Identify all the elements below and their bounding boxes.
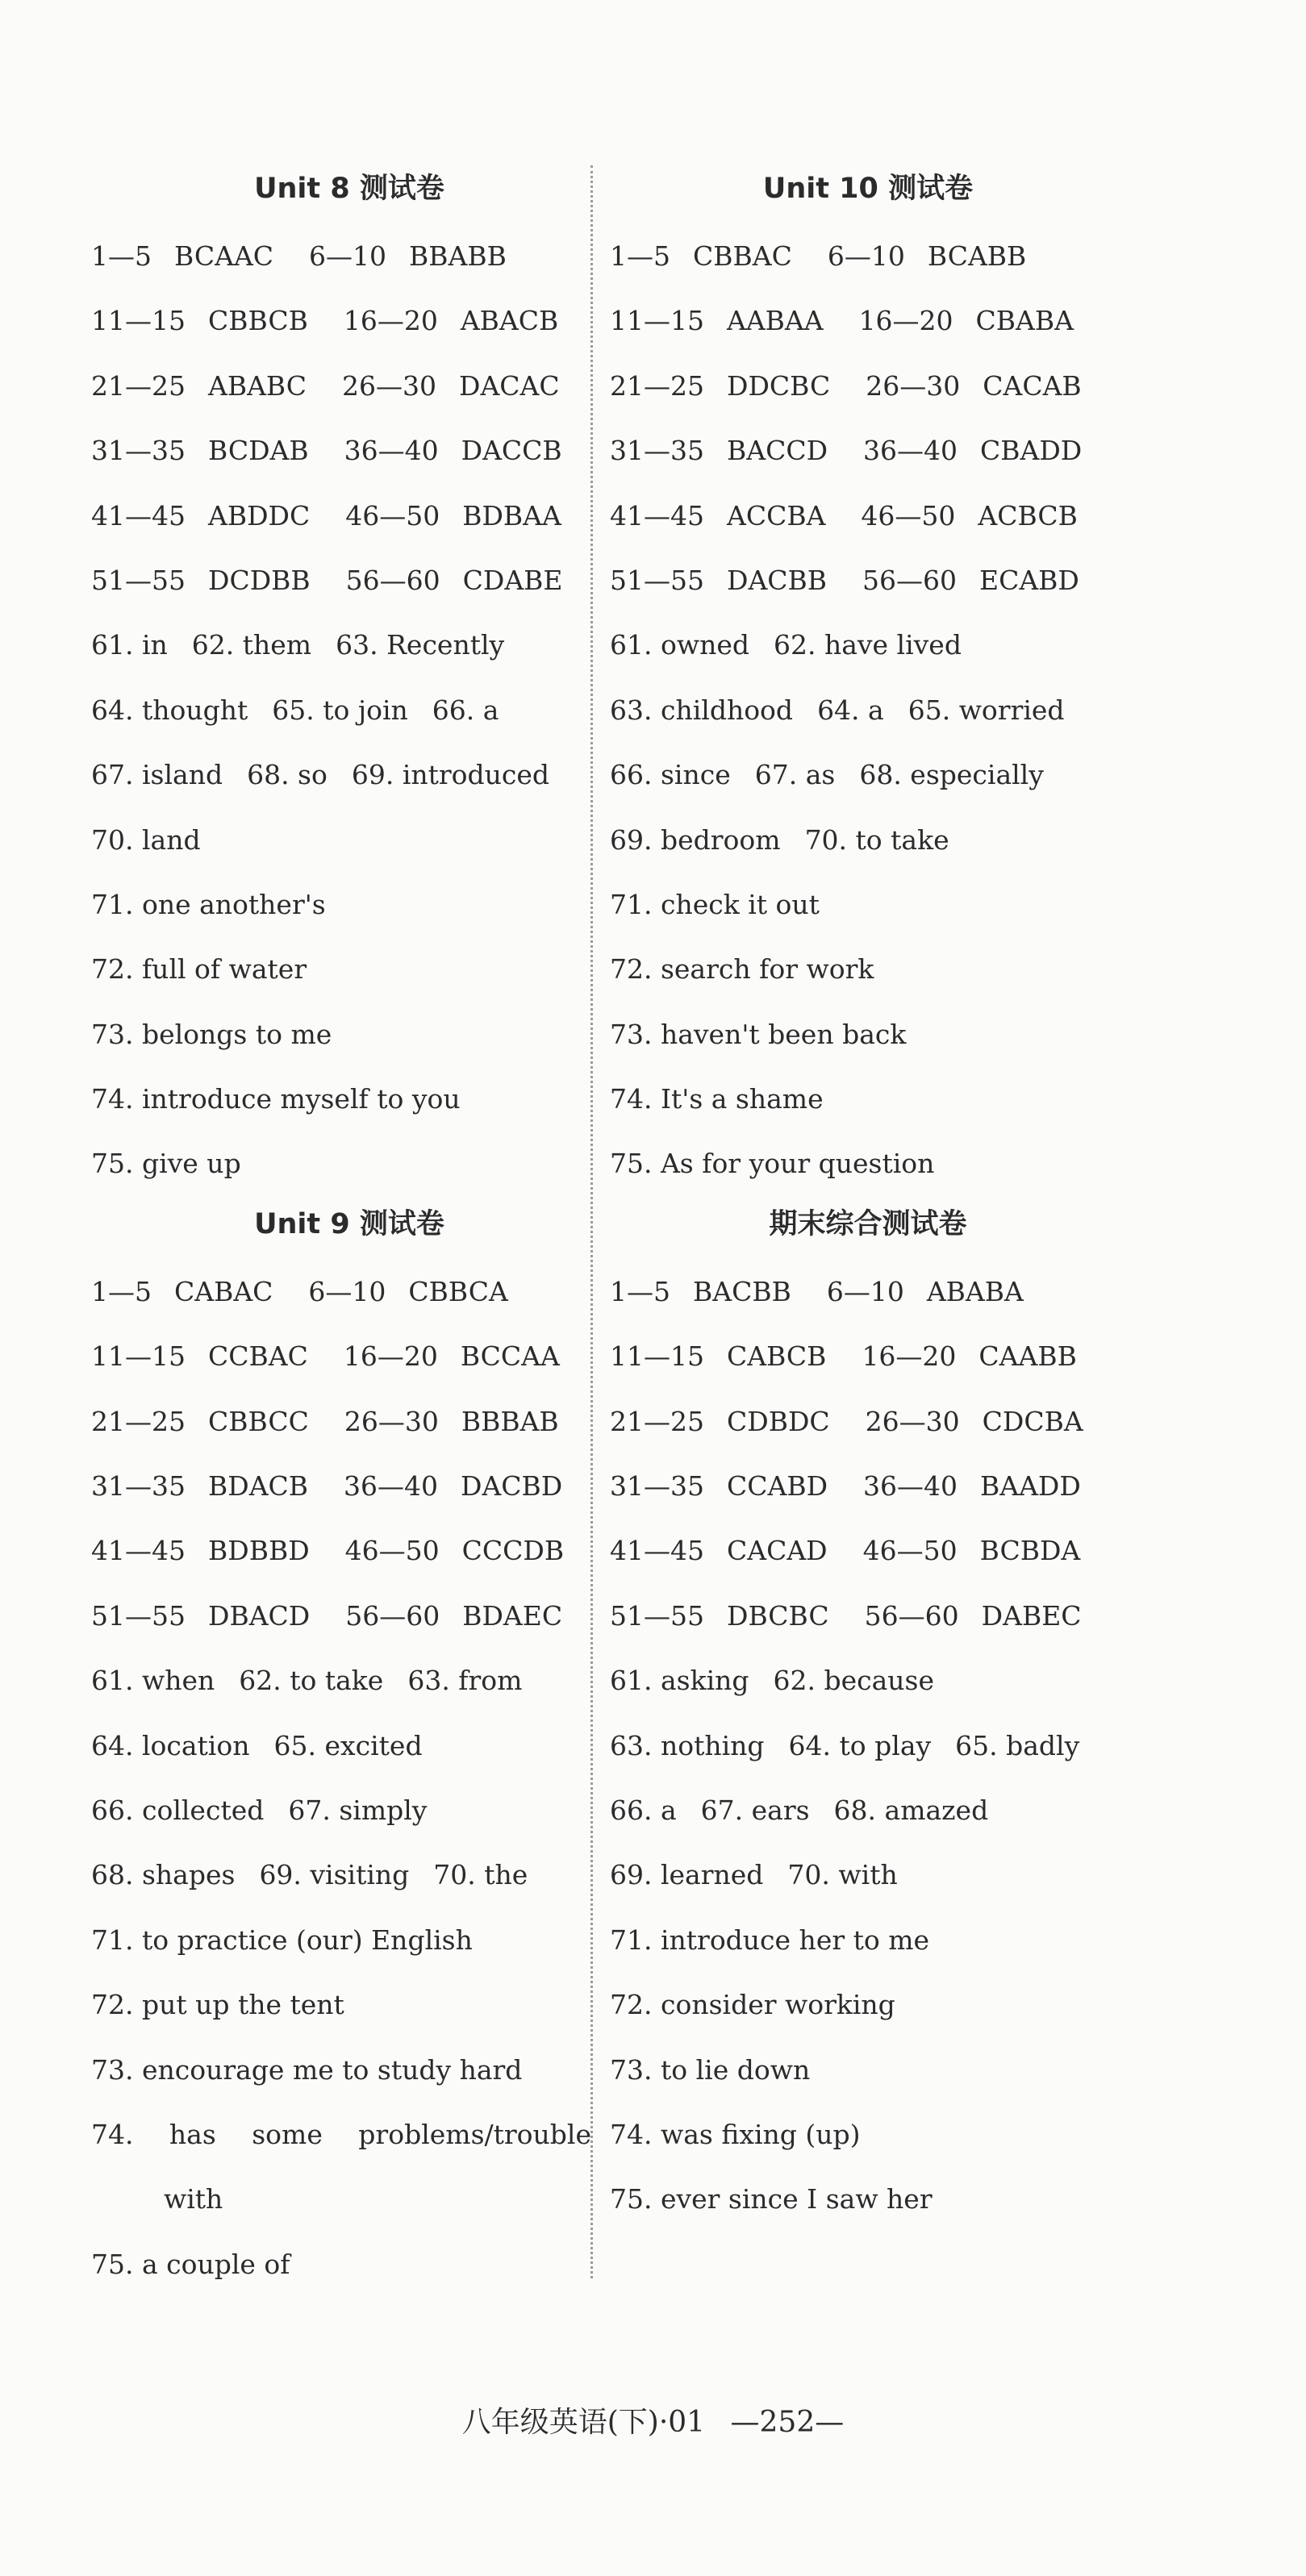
mc-answer-row [610,419,1126,483]
answer-letters: CCBAC [207,1340,308,1373]
unit10-fill-answers [610,613,1126,1197]
answer-letters: BCAAC [174,240,274,272]
answer-letters: CABAC [174,1275,273,1307]
answer-item: 66. a [610,1794,677,1826]
question-range: 26—30 [342,369,436,402]
fill-answer-row [610,2038,1126,2103]
fill-answer-row [610,1973,1126,2037]
question-range: 1—5 [610,1275,670,1307]
mc-answer-row [91,1260,607,1324]
unit8-mc-answers [91,224,607,613]
mc-answer-row [610,224,1126,289]
question-range: 1—5 [91,240,152,272]
fill-answer-row [91,678,607,743]
answer-letters: CACAD [726,1535,828,1567]
fill-answer-row [91,1843,607,1907]
fill-answer-row [610,1002,1126,1067]
answer-letters: DACCB [461,435,562,467]
answer-letters: BCCAA [460,1340,560,1373]
question-range: 51—55 [610,1599,704,1632]
question-range: 11—15 [91,1340,186,1373]
unit8-fill-answers [91,613,607,1197]
answer-item: 69. introduced [351,759,550,791]
mc-answer-row [610,1324,1126,1389]
mc-answer-row [91,1519,607,1583]
fill-answer-row [610,937,1126,1002]
unit10-mc-answers [610,224,1126,613]
mc-answer-row [91,289,607,353]
mc-answer-row [610,1260,1126,1324]
answer-letters: CBABA [975,305,1074,337]
fill-answer-row [610,2167,1126,2232]
answer-item: 61. in [91,629,168,661]
answer-line-75: 75. a couple of [91,2248,290,2280]
answer-item: 75. ever since I saw her [610,2183,933,2215]
answer-letters: CAABB [978,1340,1077,1373]
fill-answer-row [91,873,607,937]
mc-answer-row [91,484,607,548]
answer-letters: BCABB [927,240,1027,272]
question-range: 41—45 [91,1535,186,1567]
unit9-mc-answers [91,1260,607,1649]
question-range: 1—5 [91,1275,152,1307]
answer-letters: BDBBD [207,1535,310,1567]
answer-letters: CACAB [983,369,1082,402]
answer-letters: ECABD [979,564,1079,596]
answer-letters: CDBDC [726,1405,830,1437]
answer-letters: CBADD [980,435,1083,467]
mc-answer-row [610,1584,1126,1649]
fill-answer-row [91,743,607,807]
mc-answer-row [610,548,1126,613]
fill-answer-row [610,808,1126,873]
question-range: 56—60 [864,1599,959,1632]
question-range: 11—15 [610,305,704,337]
answer-item: 66. since [610,759,731,791]
answer-item: 67. simply [288,1794,428,1826]
answer-item: 74. It's a shame [610,1083,824,1115]
answer-item: 71. introduce her to me [610,1924,930,1956]
mc-answer-row [91,548,607,613]
question-range: 6—10 [309,240,387,272]
answer-item: 62. because [773,1665,935,1697]
fill-answer-row [610,2103,1126,2167]
fill-answer-row [91,1714,607,1778]
fill-answer-row [610,1843,1126,1907]
answer-item: 67. island [91,759,223,791]
question-range: 16—20 [858,305,953,337]
page-number: —252— [730,2406,845,2439]
fill-answer-row [91,1973,607,2037]
answer-item: 73. belongs to me [91,1018,332,1050]
question-range: 26—30 [344,1405,439,1437]
question-range: 21—25 [610,1405,704,1437]
mc-answer-row [91,1454,607,1519]
answer-item: 64. location [91,1729,250,1761]
question-range: 16—20 [343,1340,438,1373]
answer-letters: CDABE [462,564,563,596]
question-range: 31—35 [610,435,704,467]
fill-answer-row [91,1132,607,1196]
answer-item: some [252,2118,323,2150]
question-range: 36—40 [863,435,958,467]
answer-item: 65. to join [272,694,408,726]
question-range: 36—40 [344,1470,439,1503]
fill-answer-row [610,1067,1126,1132]
answer-item: 73. haven't been back [610,1018,907,1050]
answer-item: 74. [91,2118,134,2150]
question-range: 6—10 [308,1275,386,1307]
answer-item: 61. when [91,1665,215,1697]
answer-letters: CBBCB [207,305,308,337]
answer-line-74 [91,2103,607,2167]
answer-letters: BDBAA [462,499,561,531]
answer-item: 75. As for your question [610,1148,935,1180]
answer-item: 72. full of water [91,953,307,986]
answer-item: 63. nothing [610,1729,765,1761]
answer-item: 67. ears [700,1794,810,1826]
question-range: 11—15 [610,1340,704,1373]
right-column [610,161,1126,2232]
question-range: 31—35 [91,1470,186,1503]
question-range: 21—25 [610,369,704,402]
answer-item: 63. Recently [336,629,505,661]
question-range: 21—25 [91,369,186,402]
answer-item: 61. owned [610,629,749,661]
answer-letters: DABEC [981,1599,1082,1632]
question-range: 46—50 [862,1535,958,1567]
question-range: 56—60 [862,564,958,596]
answer-item: 64. thought [91,694,248,726]
fill-answer-row [610,1132,1126,1196]
answer-item: 69. visiting [259,1859,410,1891]
answer-item: 68. amazed [833,1794,989,1826]
question-range: 6—10 [826,1275,904,1307]
answer-item: 69. learned [610,1859,764,1891]
answer-item: 70. with [787,1859,898,1891]
answer-item: 65. badly [955,1729,1080,1761]
fill-answer-row [91,1649,607,1713]
answer-letters: BBBAB [461,1405,559,1437]
section-title-unit9: Unit 9 测试卷 [254,1207,444,1240]
mc-answer-row [610,1519,1126,1583]
answer-item: 72. search for work [610,953,874,986]
fill-answer-row [91,1067,607,1132]
answer-item: 67. as [754,759,836,791]
question-range: 31—35 [610,1470,704,1503]
mc-answer-row [91,1390,607,1454]
mc-answer-row [610,354,1126,419]
fill-answer-row [610,1908,1126,1973]
fill-answer-row [610,1649,1126,1713]
answer-item: 68. especially [859,759,1044,791]
fill-answer-row [91,937,607,1002]
answer-letters: DCDBB [207,564,311,596]
answer-item: 71. one another's [91,888,326,920]
answer-letters: DBCBC [726,1599,829,1632]
answer-letters: DACBB [726,564,828,596]
answer-item: has [169,2118,216,2150]
answer-item: 70. to take [804,823,949,856]
answer-item: 62. to take [239,1665,384,1697]
answer-letters: CBBCA [408,1275,508,1307]
answer-letters: BACCD [726,435,828,467]
unit9-fill-answers [91,1649,607,2103]
question-range: 46—50 [345,499,440,531]
answer-item: 69. bedroom [610,823,781,856]
answer-letters: ABABA [926,1275,1024,1307]
answer-letters: BBABB [409,240,507,272]
mc-answer-row [91,224,607,289]
answer-letters: DBACD [207,1599,311,1632]
fill-answer-row [610,1714,1126,1778]
answer-letters: DACBD [461,1470,563,1503]
answer-letters: BDAEC [462,1599,563,1632]
question-range: 51—55 [91,1599,186,1632]
mc-answer-row [610,289,1126,353]
question-range: 21—25 [91,1405,186,1437]
answer-letters: ABABC [207,369,307,402]
question-range: 26—30 [865,1405,960,1437]
answer-item: 71. check it out [610,888,820,920]
answer-item: 65. worried [908,694,1065,726]
question-range: 11—15 [91,305,186,337]
question-range: 46—50 [861,499,956,531]
final-fill-answers [610,1649,1126,2232]
answer-letters: BACBB [693,1275,791,1307]
question-range: 6—10 [827,240,905,272]
answer-item: 64. a [817,694,884,726]
fill-answer-row [91,1778,607,1843]
answer-item: 70. the [433,1859,528,1891]
fill-answer-row [91,613,607,677]
answer-item: 68. so [247,759,328,791]
answer-item: 74. was fixing (up) [610,2118,861,2150]
answer-item: 66. collected [91,1794,265,1826]
question-range: 41—45 [610,1535,704,1567]
answer-item: 62. them [191,629,312,661]
answer-letters: ACCBA [726,499,826,531]
answer-letters: BCBDA [979,1535,1081,1567]
answer-letters: CBBAC [693,240,792,272]
answer-letters: AABAA [726,305,824,337]
answer-letters: ABDDC [207,499,311,531]
question-range: 1—5 [610,240,670,272]
question-range: 26—30 [866,369,961,402]
section-title-unit10: Unit 10 测试卷 [762,173,974,205]
mc-answer-row [91,354,607,419]
page-footer [0,2399,1306,2441]
answer-item: 73. encourage me to study hard [91,2053,523,2086]
fill-answer-row [91,2038,607,2103]
book-label: 八年级英语(下)·01 [461,2406,706,2439]
answer-letters: CABCB [726,1340,827,1373]
answer-item: 71. to practice (our) English [91,1924,473,1956]
answer-line-74-cont: with [164,2183,223,2215]
question-range: 41—45 [610,499,704,531]
answer-item: 72. consider working [610,1989,895,2021]
fill-answer-row [610,678,1126,743]
question-range: 56—60 [345,1599,440,1632]
answer-letters: ABACB [460,305,559,337]
answer-item: 74. introduce myself to you [91,1083,461,1115]
answer-item: 72. put up the tent [91,1989,344,2021]
left-column [91,161,607,2297]
mc-answer-row [91,1324,607,1389]
mc-answer-row [91,419,607,483]
fill-answer-row [610,613,1126,677]
answer-letters: ACBCB [978,499,1078,531]
answer-item: 68. shapes [91,1859,236,1891]
fill-answer-row [91,1908,607,1973]
answer-item: problems/trouble [358,2118,591,2150]
question-range: 36—40 [344,435,439,467]
answer-item: 75. give up [91,1148,241,1180]
section-title-unit8: Unit 8 测试卷 [254,173,444,205]
mc-answer-row [610,484,1126,548]
answer-letters: DACAC [459,369,560,402]
answer-letters: CCCDB [461,1535,565,1567]
fill-answer-row [610,1778,1126,1843]
answer-item: 70. land [91,823,201,856]
question-range: 46—50 [344,1535,440,1567]
section-title-final: 期末综合测试卷 [769,1207,967,1240]
answer-letters: CDCBA [982,1405,1083,1437]
answer-letters: CBBCC [207,1405,309,1437]
fill-answer-row [91,1002,607,1067]
answer-letters: BAADD [980,1470,1081,1503]
answer-item: 63. childhood [610,694,794,726]
answer-letters: BDACB [207,1470,309,1503]
answer-letters: BCDAB [207,435,309,467]
answer-item: 62. have lived [774,629,962,661]
question-range: 16—20 [343,305,438,337]
answer-item: 73. to lie down [610,2053,811,2086]
question-range: 51—55 [91,564,186,596]
question-range: 31—35 [91,435,186,467]
fill-answer-row [91,808,607,873]
answer-letters: DDCBC [726,369,831,402]
question-range: 41—45 [91,499,186,531]
question-range: 56—60 [345,564,440,596]
question-range: 16—20 [862,1340,957,1373]
mc-answer-row [610,1454,1126,1519]
fill-answer-row [610,873,1126,937]
question-range: 36—40 [863,1470,958,1503]
answer-item: 66. a [432,694,499,726]
answer-item: 61. asking [610,1665,749,1697]
question-range: 51—55 [610,564,704,596]
fill-answer-row [610,743,1126,807]
answer-letters: CCABD [726,1470,828,1503]
mc-answer-row [91,1584,607,1649]
final-mc-answers [610,1260,1126,1649]
answer-item: 63. from [407,1665,523,1697]
answer-item: 64. to play [788,1729,932,1761]
mc-answer-row [610,1390,1126,1454]
answer-item: 65. excited [273,1729,423,1761]
